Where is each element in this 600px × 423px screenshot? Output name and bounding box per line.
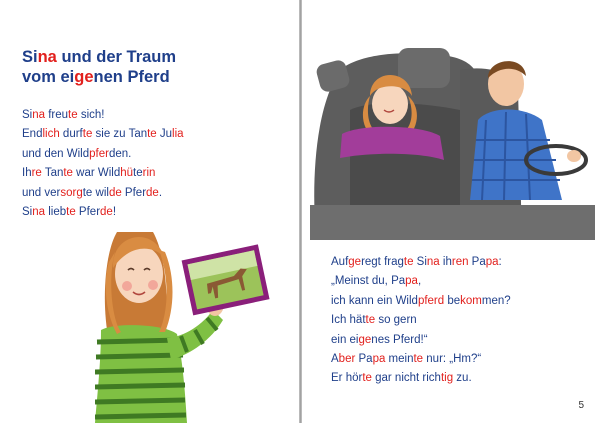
- right-page-text: [331, 253, 511, 389]
- text-line: [22, 106, 184, 125]
- text-line: [22, 145, 184, 164]
- syllable: A: [331, 353, 339, 366]
- syllable-red: ge: [358, 333, 372, 346]
- syllable-red: rin: [142, 167, 156, 180]
- text-line: [22, 67, 176, 87]
- syllable: End: [22, 128, 43, 141]
- syllable: zu.: [453, 372, 472, 385]
- syllable: Si: [22, 109, 33, 121]
- syllable: be: [444, 294, 461, 307]
- syllable: Er hör: [331, 372, 363, 385]
- syllable-red: ren: [451, 256, 469, 268]
- syllable-red: te: [365, 314, 376, 327]
- syllable-red: te: [147, 128, 157, 141]
- syllable: nes Pferd!“: [371, 333, 428, 346]
- syllable-red: te: [68, 109, 78, 121]
- syllable: ih: [439, 256, 452, 268]
- syllable: „Meinst du, Pa: [331, 275, 406, 288]
- syllable-red: ge: [74, 68, 94, 86]
- syllable: nen Pferd: [93, 68, 170, 86]
- syllable-red: ge: [348, 256, 362, 268]
- syllable: Auf: [331, 256, 349, 268]
- text-line: [331, 272, 511, 291]
- text-line: [22, 47, 176, 67]
- syllable-red: pfer: [89, 147, 109, 160]
- text-line: [331, 311, 511, 330]
- syllable-red: de: [146, 186, 159, 199]
- syllable: freu: [45, 109, 69, 121]
- syllable: regt frag: [361, 256, 404, 268]
- syllable-red: de: [100, 206, 113, 219]
- syllable: Ich hät: [331, 314, 366, 327]
- syllable: te wil: [82, 186, 109, 199]
- text-line: [331, 292, 511, 311]
- girl-with-horse-photo-illustration: [95, 212, 275, 423]
- syllable: te: [133, 167, 143, 180]
- syllable: nur: „Hm?“: [423, 353, 482, 366]
- syllable-red: pa: [485, 256, 499, 268]
- syllable-red: na: [37, 48, 57, 66]
- syllable: ein ei: [331, 333, 359, 346]
- syllable: :: [498, 256, 502, 268]
- syllable-red: de: [108, 186, 122, 199]
- syllable-red: hü: [120, 167, 134, 180]
- left-page: [0, 0, 299, 423]
- syllable: gar nicht rich: [371, 372, 441, 385]
- text-line: [331, 369, 511, 388]
- syllable: war Wild: [72, 167, 121, 180]
- syllable-red: na: [32, 109, 46, 121]
- syllable: Pa: [355, 353, 373, 366]
- syllable-red: pa: [372, 353, 386, 366]
- syllable-red: tig: [440, 372, 454, 385]
- text-line: [331, 253, 511, 272]
- syllable-red: na: [426, 256, 440, 268]
- syllable: lieb: [45, 206, 67, 219]
- story-title: [22, 47, 176, 87]
- syllable-red: te: [66, 206, 76, 219]
- left-page-text: [22, 106, 184, 222]
- syllable: so gern: [375, 314, 417, 327]
- syllable-red: te: [413, 353, 424, 366]
- syllable-red: na: [32, 206, 46, 219]
- text-line: [331, 331, 511, 350]
- syllable-red: te: [362, 372, 372, 385]
- car-scene-illustration: [310, 40, 595, 240]
- syllable: Ju: [156, 128, 173, 141]
- syllable: mein: [385, 353, 414, 366]
- text-line: [22, 125, 184, 144]
- syllable-red: pferd: [417, 294, 445, 307]
- syllable-red: te: [82, 128, 93, 141]
- text-line: [331, 350, 511, 369]
- syllable: und der Traum: [56, 48, 177, 66]
- syllable: Tan: [41, 167, 64, 180]
- syllable: .: [158, 186, 163, 199]
- syllable: Si: [413, 256, 427, 268]
- syllable-red: re: [31, 167, 42, 180]
- syllable: !: [112, 206, 117, 219]
- syllable-red: te: [403, 256, 414, 268]
- text-line: [22, 164, 184, 183]
- syllable: Si: [22, 48, 38, 66]
- syllable-red: te: [63, 167, 73, 180]
- syllable: Pfer: [121, 186, 147, 199]
- syllable: den.: [108, 147, 132, 160]
- syllable: Ih: [22, 167, 32, 180]
- syllable: vom ei: [22, 68, 75, 86]
- syllable: sich!: [77, 109, 105, 121]
- syllable: ,: [417, 275, 422, 288]
- page-number: 5: [578, 400, 584, 411]
- syllable: men?: [481, 294, 511, 307]
- syllable-red: pa: [405, 275, 418, 288]
- syllable: Pa: [468, 256, 486, 268]
- syllable-red: sorg: [60, 186, 83, 199]
- syllable: durf: [59, 128, 83, 141]
- syllable: Pfer: [75, 206, 101, 219]
- syllable: Si: [22, 206, 33, 219]
- syllable: sie zu Tan: [92, 128, 148, 141]
- syllable-red: ber: [338, 353, 356, 366]
- text-line: [22, 184, 184, 203]
- syllable-red: kom: [460, 294, 482, 307]
- syllable: ich kann ein Wild: [331, 294, 418, 307]
- syllable: und ver: [22, 186, 61, 199]
- syllable-red: lia: [172, 128, 184, 141]
- syllable: und den Wild: [22, 147, 90, 160]
- syllable-red: lich: [42, 128, 60, 141]
- right-page: [302, 0, 600, 423]
